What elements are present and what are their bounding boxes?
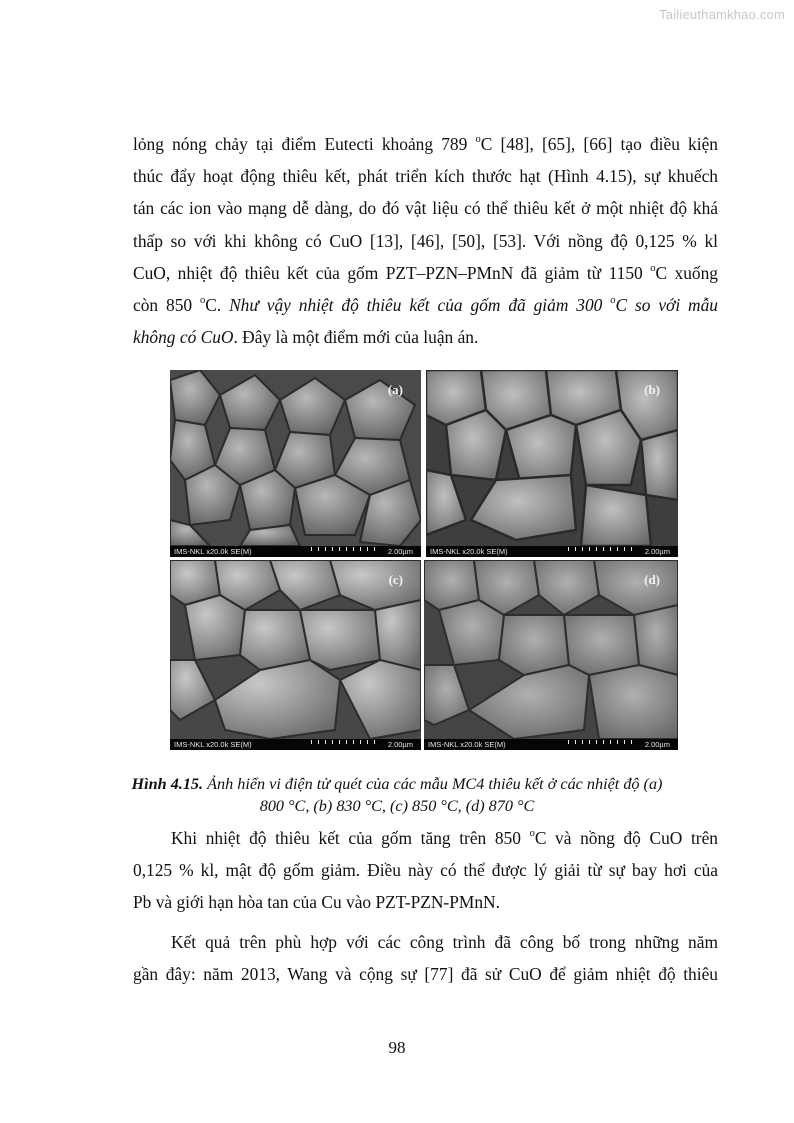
figure-caption [120, 774, 674, 817]
sem-panel-c [170, 560, 421, 750]
panel-label-b: (b) [644, 382, 660, 397]
p1-line-4: thấp so với khi không có CuO [13], [46], [50], [53]. Với nồng độ 0,125 % kl [133, 230, 718, 251]
paragraph-3 [133, 926, 718, 990]
watermark: Tailieuthamkhao.com [659, 7, 785, 22]
p1-line-1: lỏng nóng chảy tại điểm Eutecti khoảng 789 $^o$C [48], [65], [66] tạo điều kiện [133, 134, 718, 154]
sem-info-c: IMS-NKL x20.0k SE(M) [174, 740, 252, 749]
paragraph-1 [133, 128, 718, 353]
sem-image-a [170, 370, 421, 557]
p1-line-5: CuO, nhiệt độ thiêu kết của gốm PZT–PZN–PMnN đã giảm từ 1150 $^o$C xuống [133, 262, 718, 283]
sem-info-b: IMS-NKL x20.0k SE(M) [430, 547, 508, 556]
p1-line-7: không có CuO. Đây là một điểm mới của luận án. [133, 327, 479, 348]
scale-bar-b [568, 547, 638, 551]
p3-line-2: gần đây: năm 2013, Wang và cộng sự [77] đã sử CuO để giảm nhiệt độ thiêu [133, 964, 718, 985]
sem-panel-b [426, 370, 678, 557]
panel-label-c: (c) [388, 572, 403, 587]
sem-panel-d [424, 560, 678, 750]
sem-image-d [424, 560, 678, 750]
p1-line-6: còn 850 $^o$C. Như vậy nhiệt độ thiêu kết của gốm đã giảm 300 $^o$C so với mẫu [133, 295, 718, 316]
sem-infobar-c [170, 739, 421, 750]
sem-infobar-a [170, 546, 421, 557]
sem-image-c [170, 560, 421, 750]
sem-scale-a: 2.00µm [387, 547, 413, 556]
caption-line-2: 800 °C, (b) 830 °C, (c) 850 °C, (d) 870 °C [259, 796, 535, 815]
page-number: 98 [388, 1038, 406, 1057]
caption-line-1 [120, 774, 674, 796]
sem-scale-d: 2.00µm [644, 740, 670, 749]
sem-infobar-d [424, 739, 678, 750]
sem-image-b [426, 370, 678, 557]
sem-scale-c: 2.00µm [387, 740, 413, 749]
p2-line-2: 0,125 % kl, mật độ gốm giảm. Điều này có thể được lý giải từ sự bay hơi của [133, 860, 718, 881]
p1-line-3: tán các ion vào mạng dễ dàng, do đó vật liệu có thể thiêu kết ở một nhiệt độ khá [133, 198, 718, 219]
p2-line-3: Pb và giới hạn hòa tan của Cu vào PZT-PZN-PMnN. [133, 892, 500, 913]
p2-line-1: Khi nhiệt độ thiêu kết của gốm tăng trên 850 $^o$C và nồng độ CuO trên [171, 828, 718, 848]
p3-line-1: Kết quả trên phù hợp với các công trình đã công bố trong những năm [171, 932, 718, 952]
panel-label-a: (a) [387, 382, 403, 397]
sem-info-d: IMS-NKL x20.0k SE(M) [428, 740, 506, 749]
scale-bar-a [311, 547, 381, 551]
p1-line-2: thúc đẩy hoạt động thiêu kết, phát triển kích thước hạt (Hình 4.15), sự khuếch [133, 166, 718, 187]
sem-panel-a [170, 370, 421, 557]
scale-bar-d [568, 740, 638, 744]
scale-bar-c [311, 740, 381, 744]
sem-infobar-b [426, 546, 678, 557]
sem-figure [170, 370, 678, 750]
sem-info-a: IMS-NKL x20.0k SE(M) [174, 547, 252, 556]
panel-label-d: (d) [644, 572, 660, 587]
paragraph-2 [133, 822, 718, 919]
sem-scale-b: 2.00µm [644, 547, 670, 556]
caption-text-1: Ảnh hiển vi điện tử quét của các mẫu MC4 thiêu kết ở các nhiệt độ (a) [203, 775, 663, 793]
caption-label: Hình 4.15. [131, 775, 204, 793]
